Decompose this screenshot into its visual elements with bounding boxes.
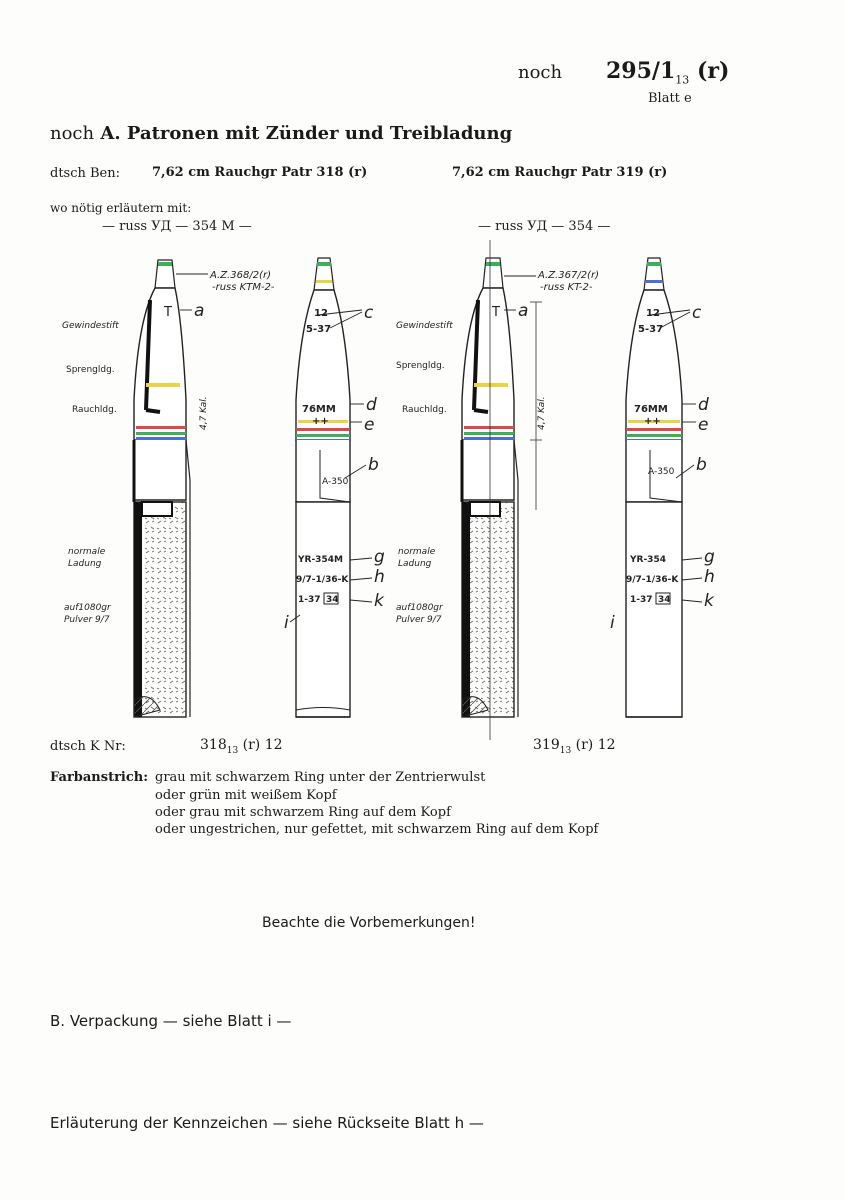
- explain-label: wo nötig erläutern mit:: [50, 201, 192, 215]
- k-nr-right-post: (r) 12: [575, 737, 616, 753]
- marking-97-right: 9/7-1/36-K: [626, 575, 679, 585]
- label-stift-left: Gewindestift: [62, 321, 119, 331]
- paint-line-4: oder ungestrichen, nur gefettet, mit schwarzem Ring auf dem Kopf: [155, 822, 599, 837]
- label-fuze-right-2: -russ KT-2-: [540, 282, 593, 293]
- cartridge-drawing: [0, 240, 845, 740]
- marking-12-right: 12: [646, 308, 660, 319]
- sheet-label: Blatt e: [648, 91, 692, 106]
- k-nr-left-sub: 13: [226, 745, 239, 756]
- explain-left: — russ УД — 354 M —: [102, 219, 252, 234]
- markings-explanation: Erläuterung der Kennzeichen — siehe Rückseite Blatt h —: [50, 1114, 484, 1132]
- callout-h-left: h: [374, 567, 385, 587]
- number-sub: 13: [675, 73, 690, 87]
- designation-left: 7,62 cm Rauchgr Patr 318 (r): [152, 165, 368, 180]
- label-spreng-right: Sprengldg.: [396, 361, 445, 371]
- designation-label: dtsch Ben:: [50, 166, 121, 181]
- marking-76-left: 76MM: [302, 404, 336, 415]
- header-noch: noch: [518, 62, 563, 83]
- k-nr-label: dtsch K Nr:: [50, 739, 126, 754]
- callout-d-left: d: [366, 395, 377, 415]
- callout-k-right: k: [704, 591, 714, 611]
- label-auf-right: auf1080gr: [396, 603, 443, 613]
- k-nr-right: [533, 737, 616, 756]
- label-ladung-left: Ladung: [68, 559, 102, 569]
- cartridge-319-section: [462, 240, 542, 740]
- number-main: 295/1: [606, 58, 676, 84]
- label-fuze-left: A.Z.368/2(r): [210, 270, 271, 281]
- explain-right: — russ УД — 354 —: [478, 219, 611, 234]
- marking-a350-right: A-350: [648, 467, 675, 477]
- callout-b-right: b: [696, 455, 707, 475]
- paint-line-2: oder grün mit weißem Kopf: [155, 788, 337, 803]
- section-a-heading: [50, 123, 512, 144]
- marking-pp-right: ++: [644, 416, 661, 427]
- callout-e-left: e: [364, 415, 375, 435]
- callout-g-left: g: [374, 547, 385, 567]
- marking-137-right: 1-37: [630, 595, 653, 605]
- label-pulver-right: Pulver 9/7: [396, 615, 442, 625]
- label-auf-left: auf1080gr: [64, 603, 111, 613]
- label-stift-right: Gewindestift: [396, 321, 453, 331]
- callout-c-left: c: [364, 303, 374, 323]
- marking-97-left: 9/7-1/36-K: [296, 575, 349, 585]
- callout-i-right: i: [610, 613, 615, 633]
- k-nr-left: [200, 737, 283, 756]
- marking-yr-right: YR-354: [630, 555, 666, 565]
- label-pulver-left: Pulver 9/7: [64, 615, 110, 625]
- marking-537-left: 5-37: [306, 324, 332, 335]
- marking-yr-left: YR-354M: [298, 555, 343, 565]
- label-rauch-right: Rauchldg.: [402, 405, 447, 415]
- marking-137-left: 1-37: [298, 595, 321, 605]
- label-rauch-left: Rauchldg.: [72, 405, 117, 415]
- label-fuze-left-2: -russ KTM-2-: [212, 282, 275, 293]
- label-ladung-right: Ladung: [398, 559, 432, 569]
- callout-T-right: T: [492, 305, 500, 320]
- callout-d-right: d: [698, 395, 709, 415]
- number-suffix: (r): [696, 58, 730, 84]
- k-nr-left-pre: 318: [200, 737, 227, 753]
- designation-right: 7,62 cm Rauchgr Patr 319 (r): [452, 165, 668, 180]
- section-a-prefix: noch: [50, 123, 95, 144]
- callout-a-right: a: [518, 301, 529, 321]
- callout-b-left: b: [368, 455, 379, 475]
- paint-line-1: grau mit schwarzem Ring unter der Zentrierwulst: [155, 770, 486, 785]
- label-fuze-right: A.Z.367/2(r): [538, 270, 599, 281]
- paint-line-3: oder grau mit schwarzem Ring auf dem Kopf: [155, 805, 451, 820]
- marking-34-left: 34: [326, 595, 339, 605]
- k-nr-right-sub: 13: [559, 745, 572, 756]
- label-normale-left: normale: [68, 547, 106, 557]
- label-kal-left: 4,7 Kal.: [199, 396, 209, 430]
- k-nr-right-pre: 319: [533, 737, 560, 753]
- callout-a-left: a: [194, 301, 205, 321]
- label-kal-right: 4,7 Kal.: [537, 396, 547, 430]
- marking-537-right: 5-37: [638, 324, 664, 335]
- callout-e-right: e: [698, 415, 709, 435]
- section-b-packaging: B. Verpackung — siehe Blatt i —: [50, 1012, 292, 1030]
- callout-g-right: g: [704, 547, 715, 567]
- callout-h-right: h: [704, 567, 715, 587]
- section-a-title: A. Patronen mit Zünder und Treibladung: [100, 123, 513, 144]
- callout-i-left: i: [284, 613, 289, 633]
- marking-12-left: 12: [314, 308, 328, 319]
- marking-pp-left: ++: [312, 416, 329, 427]
- document-number: [606, 58, 729, 86]
- marking-34-right: 34: [658, 595, 671, 605]
- callout-T-left: T: [164, 305, 172, 320]
- callout-c-right: c: [692, 303, 702, 323]
- label-spreng-left: Sprengldg.: [66, 365, 115, 375]
- marking-a350-left: A-350: [322, 477, 349, 487]
- paint-label: Farbanstrich:: [50, 770, 149, 785]
- marking-76-right: 76MM: [634, 404, 668, 415]
- label-normale-right: normale: [398, 547, 436, 557]
- k-nr-left-post: (r) 12: [242, 737, 283, 753]
- callout-k-left: k: [374, 591, 384, 611]
- preliminary-note: Beachte die Vorbemerkungen!: [262, 915, 476, 931]
- cartridge-318-section: [134, 260, 190, 717]
